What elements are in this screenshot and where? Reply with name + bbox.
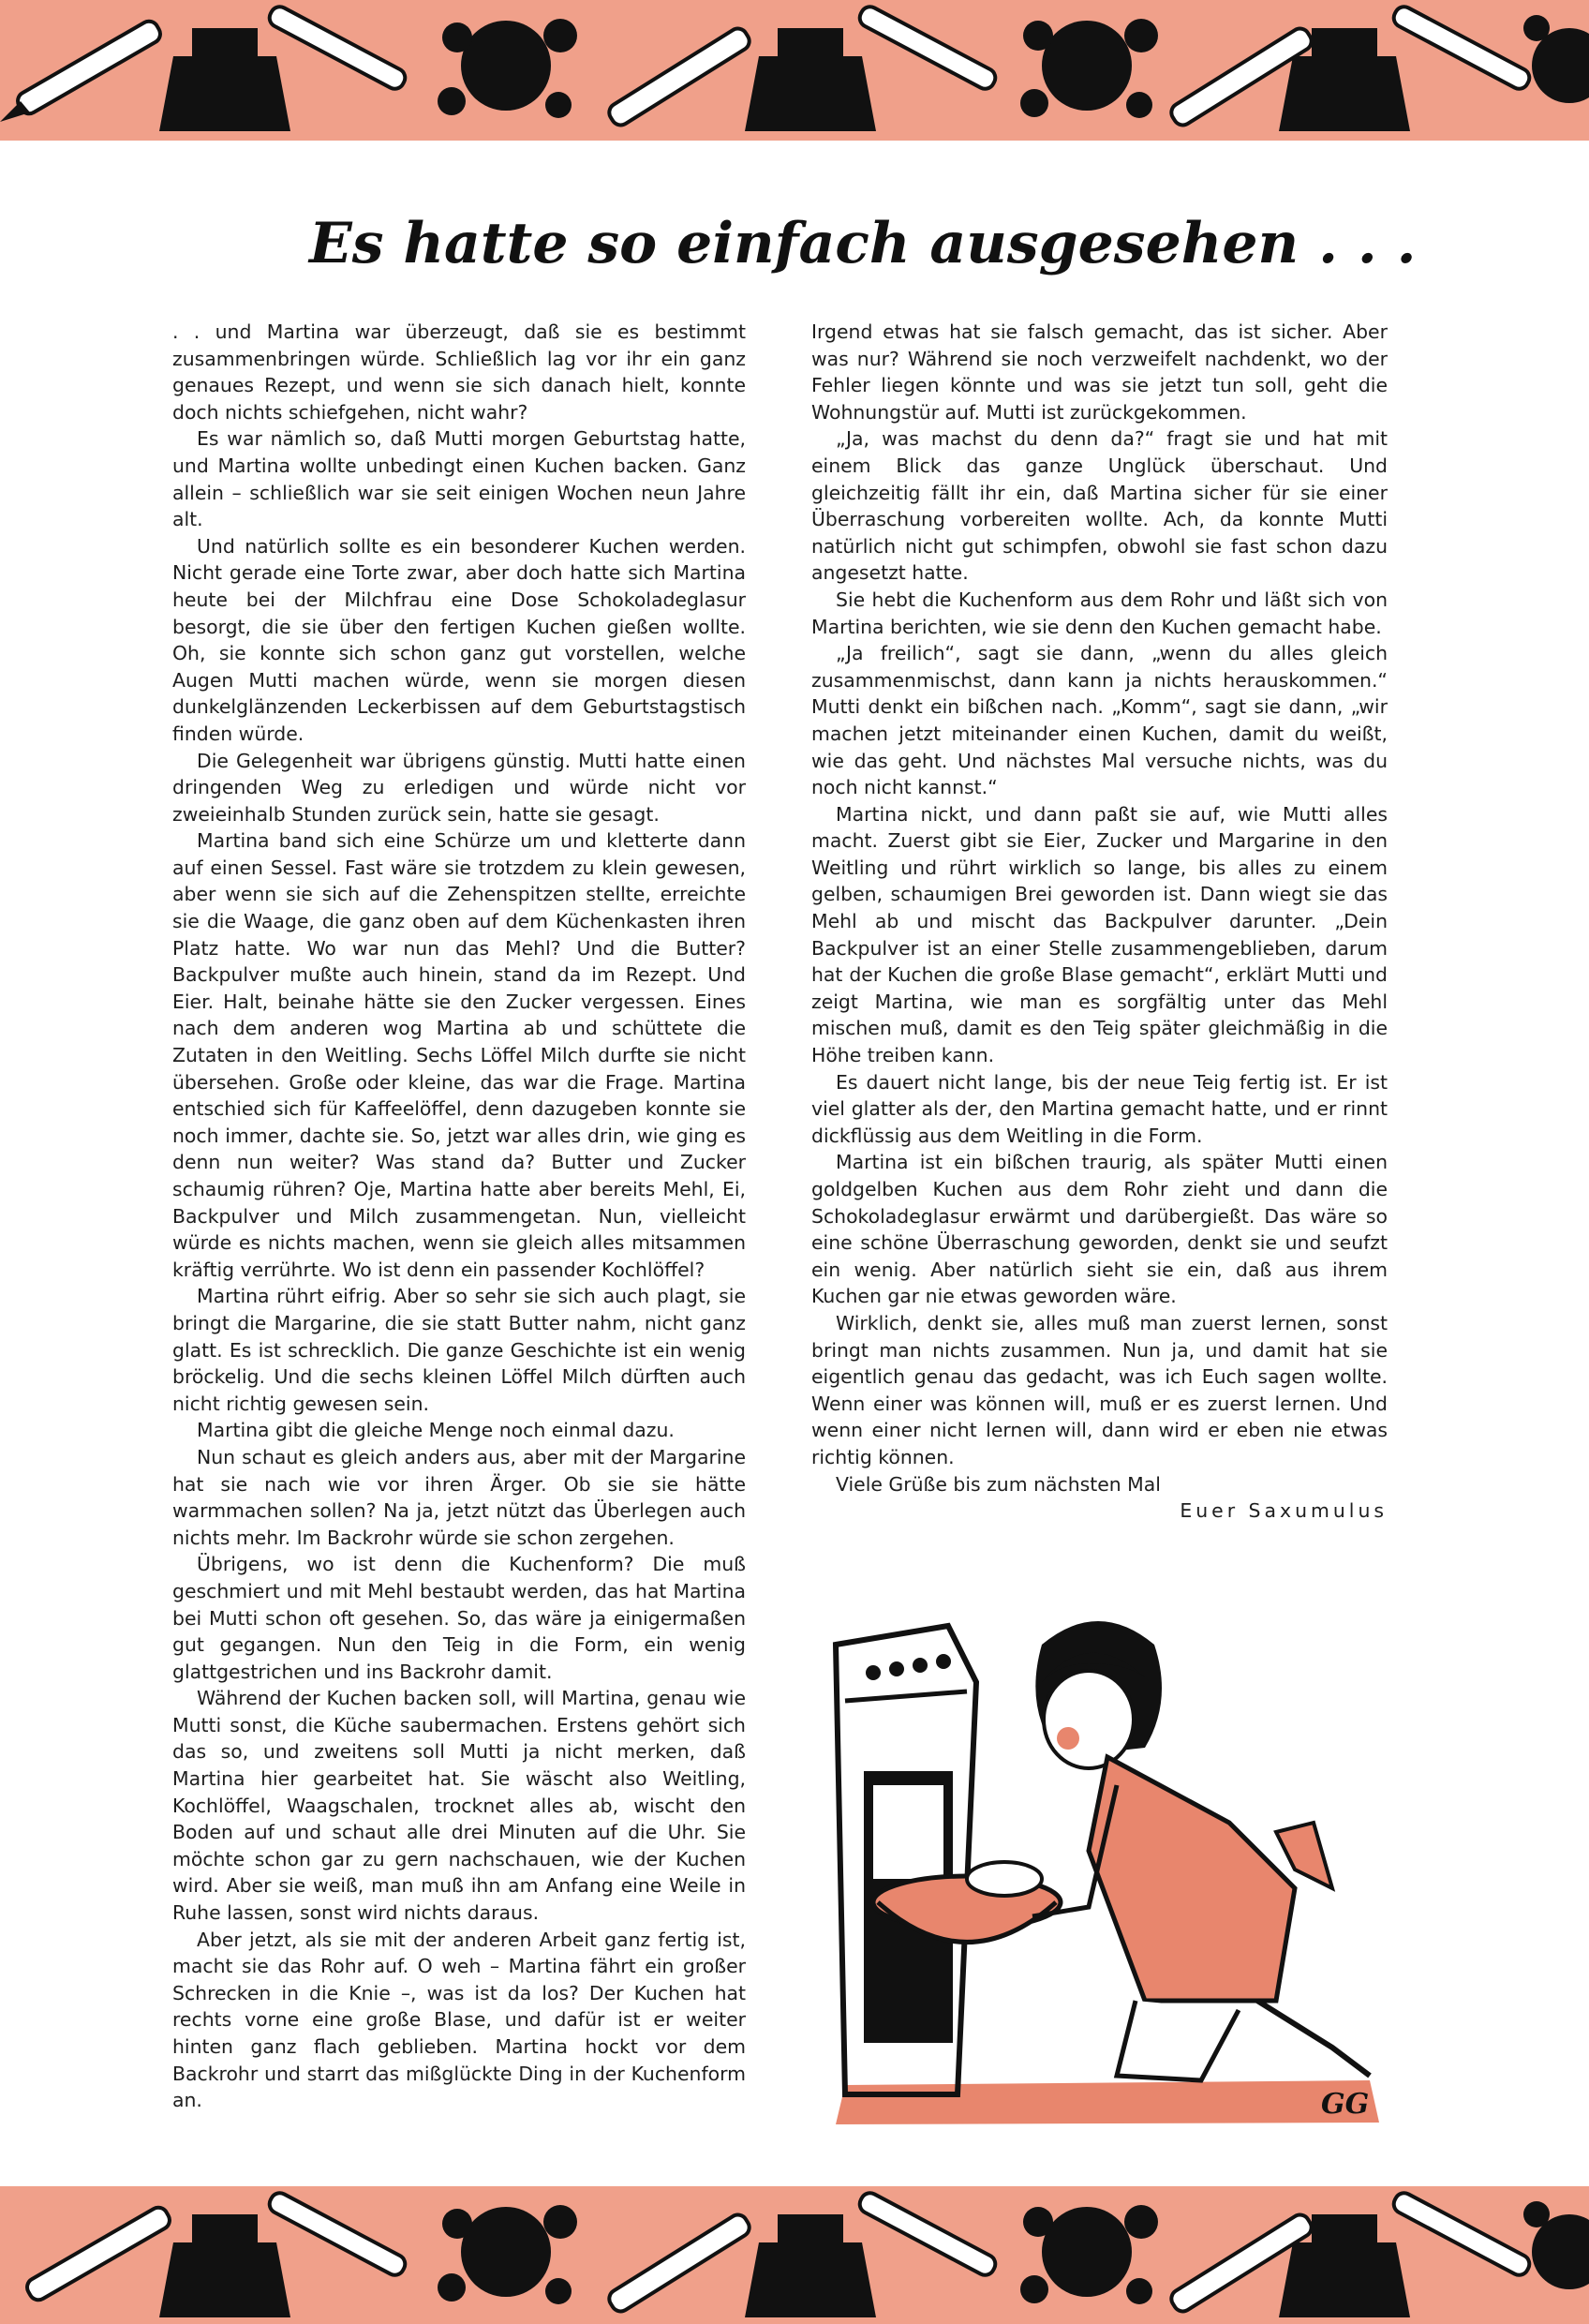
border-pattern-top xyxy=(0,0,1589,141)
girl-figure xyxy=(1032,1621,1370,2080)
paragraph: Martina gibt die gleiche Menge noch einmal dazu. xyxy=(197,1419,675,1442)
illustration-drawing xyxy=(808,1607,1389,2127)
paragraph: Die Gelegenheit war übrigens günstig. Mutti hatte einen dringenden Weg zu erledigen und würde nicht vor zweieinhalb Stunden zurück sein, hatte sie gesagt. xyxy=(172,749,746,826)
fountain-pen-icon xyxy=(0,18,164,122)
article-title: Es hatte so einfach ausgesehen . . . xyxy=(309,211,1417,276)
fountain-pen-icon xyxy=(1390,4,1533,93)
fountain-pen-icon xyxy=(606,25,753,128)
decorative-border-bottom xyxy=(0,2186,1589,2324)
closing-greeting: Viele Grüße bis zum nächsten Mal xyxy=(836,1472,1161,1496)
border-pattern-bottom xyxy=(0,2186,1589,2324)
paragraph: Es war nämlich so, daß Mutti morgen Geburtstag hatte, und Martina wollte unbedingt einen Kuchen backen. Ganz allein – schließlich war sie seit einigen Wochen neun Jahre alt. xyxy=(172,427,746,531)
paragraph: Aber jetzt, als sie mit der anderen Arbeit ganz fertig ist, macht sie das Rohr auf. O weh – Martina fährt ein großer Schrecken in die Knie –, was ist da los? Der Kuchen hat rechts vorne eine große Blase, und dafür ist er weiter hinten ganz flach geblieben. Martina hockt vor dem Backrohr und starrt das mißglückte Ding in der Kuchenform an. xyxy=(172,1928,746,2112)
ink-bottle-icon xyxy=(745,2214,876,2317)
paragraph: „Ja, was machst du denn da?“ fragt sie und hat mit einem Blick das ganze Unglück überschaut. Und gleichzeitig fällt ihr ein, daß Martina sicher für sie einer Überraschung vorbereiten wollte. Ach, da konnte Mutti natürlich nicht gut schimpfen, obwohl sie fast schon dazu angesetzt hatte. xyxy=(811,427,1388,585)
paragraph: „Ja freilich“, sagt sie dann, „wenn du alles gleich zusammenmischst, dann kann ja nichts herauskommen.“ Mutti denkt ein bißchen nach. „Komm“, sagt sie dann, „wir machen jetzt miteinander einen Kuchen, damit du weißt, wie das geht. Und nächstes Mal versuche nichts, was du noch nicht kannst.“ xyxy=(811,642,1388,799)
paragraph: Martina band sich eine Schürze um und kletterte dann auf einen Sessel. Fast wäre sie trotzdem zu klein gewesen, aber wenn sie sich auf die Zehenspitzen stellte, erreichte sie die Waage, die ganz oben auf dem Küchenkasten ihren Platz hatte. Wo war nun das Mehl? Und die Butter? Backpulver mußte auch hinein, stand da im Rezept. Und Eier. Halt, beinahe hätte sie den Zucker vergessen. Eines nach dem anderen wog Martina ab und schüttete die Zutaten in den Weitling. Sechs Löffel Milch durfte sie nicht übersehen. Große oder kleine, das war die Frage. Martina entschied sich für Kaffeelöffel, denn dazugeben konnte sie noch immer, dachte sie. So, jetzt war alles drin, wie ging es denn nun weiter? Was stand da? Butter und Zucker schaumig rühren? Oje, Martina hatte aber bereits Mehl, Ei, Backpulver und Milch zusammengetan. Nun, vielleicht würde es nichts machen, wenn sie gleich alles mitsammen kräftig verrührte. Wo ist denn ein passender Kochlöffel? xyxy=(172,829,746,1281)
ink-bottle-icon xyxy=(745,28,876,131)
article-column-left xyxy=(172,319,746,2114)
paragraph: Übrigens, wo ist denn die Kuchenform? Die muß geschmiert und mit Mehl bestaubt werden, das hat Martina bei Mutti schon oft gesehen. So, das wäre ja einigermaßen gut gegangen. Nun den Teig in die Form, ein wenig glattgestrichen und ins Backrohr damit. xyxy=(172,1553,746,1683)
baking-girl-illustration xyxy=(808,1607,1389,2127)
fountain-pen-icon xyxy=(266,4,408,93)
paragraph: Während der Kuchen backen soll, will Martina, genau wie Mutti sonst, die Küche saubermachen. Erstens gehört sich das so, und zweitens soll Mutti ja nicht merken, daß Martina hier gearbeitet hat. Sie wäscht also Weitling, Kochlöffel, Waagschalen, trocknet alles ab, wischt den Boden auf und schaut alle drei Minuten auf die Uhr. Sie möchte schon gar zu gern nachschauen, wie der Kuchen wird. Aber sie weiß, man muß ihn am Anfang eine Weile in Ruhe lassen, sonst wird nichts daraus. xyxy=(172,1687,746,1925)
paragraph: Und natürlich sollte es ein besonderer Kuchen werden. Nicht gerade eine Torte zwar, aber doch hatte sich Martina heute bei der Milchfrau eine Dose Schokoladeglasur besorgt, die sie über den fertigen Kuchen gießen wollte. Oh, sie konnte sich schon ganz gut vorstellen, welche Augen Mutti machen würde, wenn sie morgen diesen dunkelglänzenden Leckerbissen auf dem Geburtstagstisch finden würde. xyxy=(172,534,746,745)
paragraph: Wirklich, denkt sie, alles muß man zuerst lernen, sonst bringt man nichts zusammen. Nun ja, und damit hat sie eigentlich genau das gedacht, was ich Euch sagen wollte. Wenn einer was können will, muß er es zuerst lernen. Und wenn einer nicht lernen will, dann wird er eben nie etwas richtig können. xyxy=(811,1311,1388,1468)
paragraph: Es dauert nicht lange, bis der neue Teig fertig ist. Er ist viel glatter als der, den Martina gemacht hatte, und er rinnt dickflüssig aus dem Weitling in die Form. xyxy=(811,1070,1388,1147)
paragraph: Sie hebt die Kuchenform aus dem Rohr und läßt sich von Martina berichten, wie sie denn den Kuchen gemacht habe. xyxy=(811,588,1388,638)
paragraph: Irgend etwas hat sie falsch gemacht, das ist sicher. Aber was nur? Während sie noch verzweifelt nachdenkt, wo der Fehler liegen könnte und was sie jetzt tun soll, geht die Wohnungstür auf. Mutti ist zurückgekommen. xyxy=(811,320,1388,424)
ink-bottle-icon xyxy=(159,28,290,131)
author-signature: Euer Saxumulus xyxy=(1180,1499,1388,1523)
ink-blot-icon xyxy=(1020,2205,1158,2304)
ink-blot-icon xyxy=(1020,19,1158,118)
floor-shape xyxy=(836,2080,1379,2124)
paragraph: Nun schaut es gleich anders aus, aber mit der Margarine hat sie nach wie vor ihren Ärger. Ob sie sie hätte warmmachen sollen? Na ja, jetzt nützt das Überlegen auch nichts mehr. Im Backrohr würde sie schon zergehen. xyxy=(172,1445,746,1549)
fountain-pen-icon xyxy=(23,2204,172,2303)
illustration-monogram: GG xyxy=(1321,2088,1370,2121)
fountain-pen-icon xyxy=(266,2190,408,2279)
ink-blot-icon xyxy=(1523,15,1589,103)
ink-blot-icon xyxy=(438,19,577,118)
decorative-border-top xyxy=(0,0,1589,141)
fountain-pen-icon xyxy=(856,4,999,93)
paragraph: Martina nickt, und dann paßt sie auf, wie Mutti alles macht. Zuerst gibt sie Eier, Zucker und Margarine in den Weitling und rührt wirklich so lange, bis alles zu einem gelben, schaumigen Brei geworden ist. Dann wiegt sie das Mehl ab und mischt das Backpulver darunter. „Dein Backpulver ist an einer Stelle zusammengeblieben, darum hat der Kuchen die große Blase gemacht“, erklärt Mutti und zeigt Martina, wie man es sorgfältig unter das Mehl mischen muß, damit es den Teig später gleichmäßig in die Höhe treiben kann. xyxy=(811,802,1388,1067)
paragraph: Martina rührt eifrig. Aber so sehr sie sich auch plagt, sie bringt die Margarine, die sie statt Butter nahm, nicht ganz glatt. Es ist schrecklich. Die ganze Geschichte ist ein wenig bröckelig. Und die sechs kleinen Löffel Milch dürften auch nicht richtig gewesen sein. xyxy=(172,1285,746,1415)
ink-bottle-icon xyxy=(159,2214,290,2317)
ink-blot-icon xyxy=(1523,2201,1589,2289)
article-column-right xyxy=(811,319,1388,1525)
fountain-pen-icon xyxy=(606,2212,753,2315)
oven-icon xyxy=(836,1626,976,2094)
fountain-pen-icon xyxy=(1390,2190,1533,2279)
ink-blot-icon xyxy=(438,2205,577,2304)
paragraph: Martina ist ein bißchen traurig, als später Mutti einen goldgelben Kuchen aus dem Rohr zieht und dann die Schokoladeglasur erwärmt und darübergießt. Das wäre so eine schöne Überraschung geworden, denkt sie und seufzt ein wenig. Aber natürlich sieht sie ein, daß aus ihrem Kuchen gar nie etwas geworden wäre. xyxy=(811,1151,1388,1308)
fountain-pen-icon xyxy=(856,2190,999,2279)
paragraph: . . und Martina war überzeugt, daß sie es bestimmt zusammenbringen würde. Schließlich lag vor ihr ein ganz genaues Rezept, und wenn sie sich danach hielt, konnte doch nichts schiefgehen, nicht wahr? xyxy=(172,320,746,424)
